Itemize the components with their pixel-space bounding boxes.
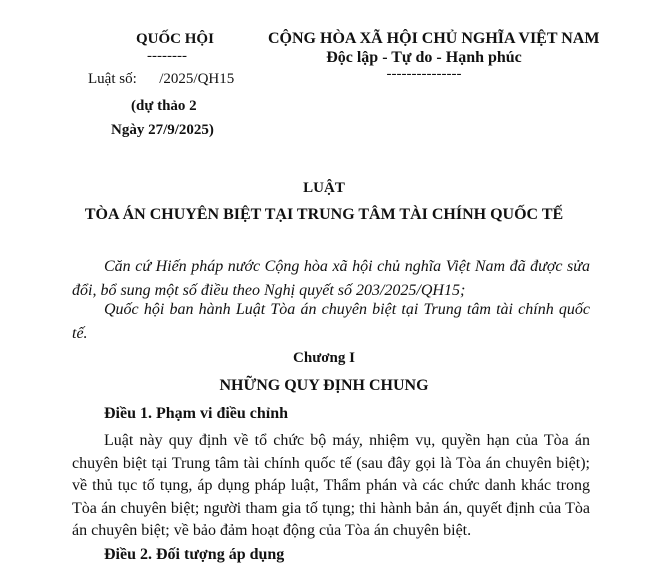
article-2-heading: Điều 2. Đối tượng áp dụng <box>104 546 285 563</box>
preamble-enactment: Quốc hội ban hành Luật Tòa án chuyên biệt tại Trung tâm tài chính quốc tế. <box>72 301 590 342</box>
preamble-basis: Căn cứ Hiến pháp nước Cộng hòa xã hội chủ nghĩa Việt Nam đã được sửa đổi, bổ sung một số điều theo Nghị quyết số 203/2025/QH15; <box>72 258 590 299</box>
article-1-body: Luật này quy định về tổ chức bộ máy, nhiệm vụ, quyền hạn của Tòa án chuyên biệt tại Trung tâm tài chính quốc tế (sau đây gọi là Tòa án chuyên biệt); về thủ tục tố tụng, áp dụng pháp luật, Thẩm phán và các chức danh khác trong Tòa án chuyên biệt; người tham gia tố tụng; thi hành bản án, quyết định của Tòa án chuyên biệt; về bảo đảm hoạt động của Tòa án chuyên biệt. <box>72 432 590 539</box>
draft-date: Ngày 27/9/2025) <box>111 122 214 138</box>
national-motto: Độc lập - Tự do - Hạnh phúc <box>326 49 522 66</box>
article-1-heading: Điều 1. Phạm vi điều chỉnh <box>104 405 289 422</box>
motto-rule: --------------- <box>386 66 462 82</box>
law-number: Luật số: /2025/QH15 <box>88 71 235 87</box>
issuer-rule: -------- <box>147 48 187 64</box>
issuer-name: QUỐC HỘI <box>136 31 214 47</box>
chapter-title: NHỮNG QUY ĐỊNH CHUNG <box>219 377 429 394</box>
chapter-number: Chương I <box>293 350 355 366</box>
draft-label: (dự thảo 2 <box>131 98 197 114</box>
document-type: LUẬT <box>303 180 345 196</box>
nation-name: CỘNG HÒA XÃ HỘI CHỦ NGHĨA VIỆT NAM <box>268 30 600 47</box>
law-title: TÒA ÁN CHUYÊN BIỆT TẠI TRUNG TÂM TÀI CHÍNH QUỐC TẾ <box>84 206 564 223</box>
